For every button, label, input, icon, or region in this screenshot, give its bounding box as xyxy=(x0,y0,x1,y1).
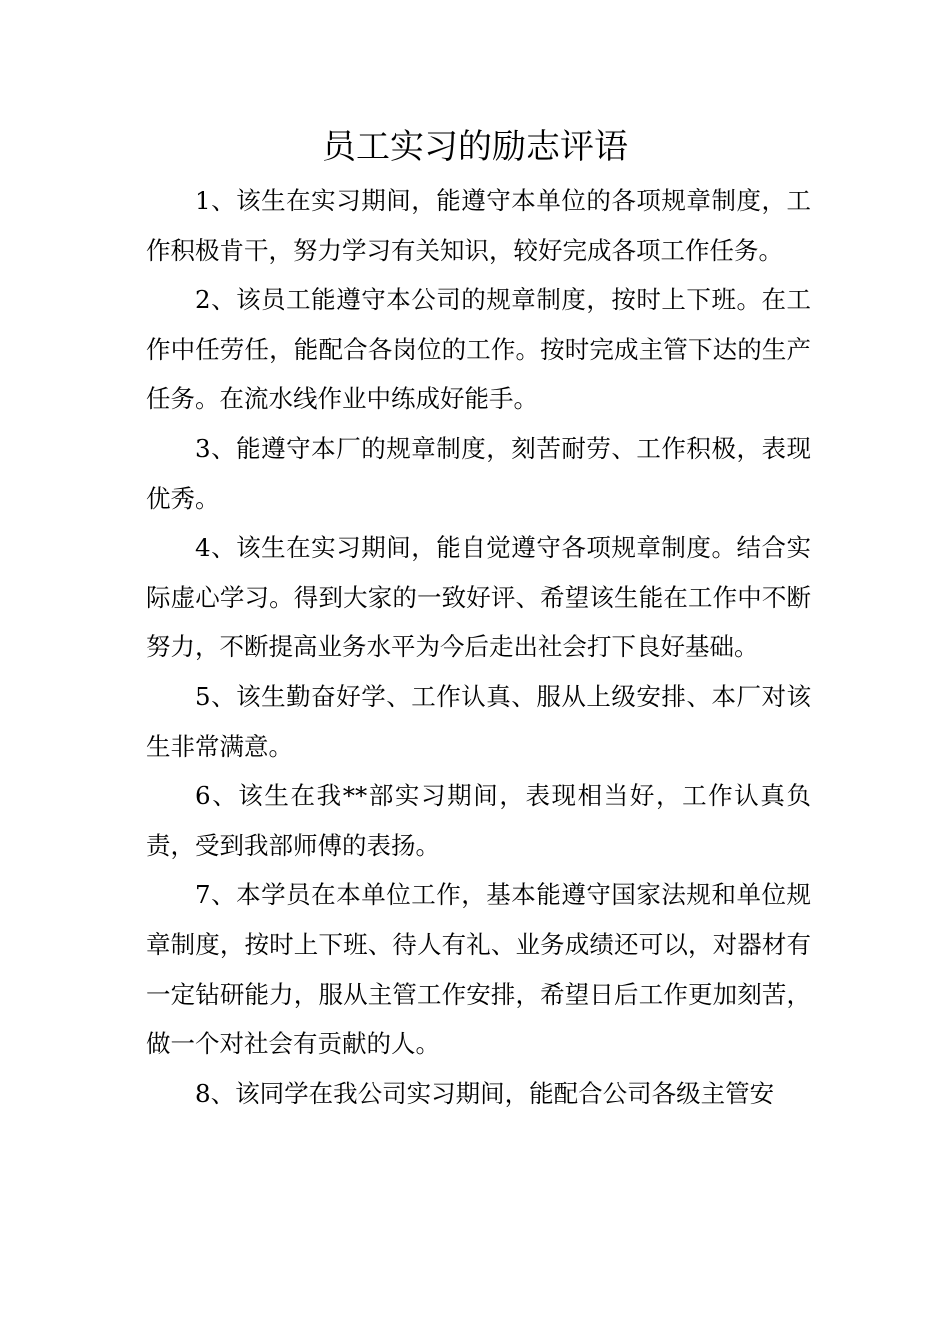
paragraph-7: 7、本学员在本单位工作，基本能遵守国家法规和单位规章制度，按时上下班、待人有礼、业务成绩还可以，对器材有一定钻研能力，服从主管工作安排，希望日后工作更加刻苦，做一个对社会有贡献的人。 xyxy=(146,880,811,1059)
document-body xyxy=(146,176,811,1118)
paragraph-2: 2、该员工能遵守本公司的规章制度，按时上下班。在工作中任劳任，能配合各岗位的工作。按时完成主管下达的生产任务。在流水线作业中练成好能手。 xyxy=(146,285,811,414)
paragraph-1: 1、该生在实习期间，能遵守本单位的各项规章制度，工作积极肯干，努力学习有关知识，较好完成各项工作任务。 xyxy=(146,186,811,265)
paragraph-4: 4、该生在实习期间，能自觉遵守各项规章制度。结合实际虚心学习。得到大家的一致好评、希望该生能在工作中不断努力，不断提高业务水平为今后走出社会打下良好基础。 xyxy=(146,533,811,662)
paragraph-5: 5、该生勤奋好学、工作认真、服从上级安排、本厂对该生非常满意。 xyxy=(146,681,811,761)
page-title: 员工实习的励志评语 xyxy=(322,127,628,167)
paragraph-6: 6、该生在我**部实习期间，表现相当好，工作认真负责，受到我部师傅的表扬。 xyxy=(146,781,811,860)
paragraph-8: 8、该同学在我公司实习期间，能配合公司各级主管安 xyxy=(195,1078,775,1108)
paragraph-3: 3、能遵守本厂的规章制度，刻苦耐劳、工作积极，表现优秀。 xyxy=(146,433,811,513)
